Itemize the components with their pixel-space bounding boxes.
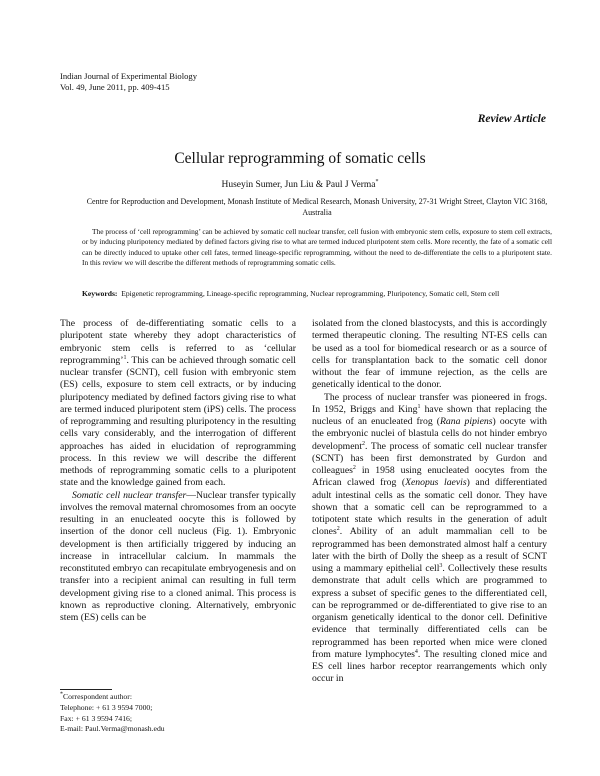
paragraph-intro: The process of de-differentiating somatic cells to a pluripotent state whereby they adopt characteristics of embryonic stem cells is referred to as ‘cellular reprogramming’$^1$. This can be achieved through somatic cell nuclear transfer (SCNT), cell fusion with embryonic stem (ES) cells, exposure to stem cell extracts, or by inducing pluripotency mediated by defined factors giving rise to what are termed induced pluripotent stem (iPS) cells. The process of reprogramming and resulting pluripotency in the resulting cells vary considerably, and the interrogation of different approaches has aided in elucidation of reprogramming process. In this review we will describe the different methods of reprogramming somatic cells to a pluripotent state and the knowledge gained from each. (60, 318, 296, 489)
affiliation: Centre for Reproduction and Development, Monash Institute of Medical Research, Monash University, 27-31 Wright Street, Clayton VIC 3168, Australia (86, 197, 548, 217)
citation: 2 (352, 464, 356, 471)
footnote-email[interactable]: E-mail: Paul.Verma@monash.edu (60, 724, 165, 734)
journal-issue: Vol. 49, June 2011, pp. 409-415 (60, 82, 170, 92)
species-name: Rana pipiens (440, 416, 493, 427)
body-column-left (60, 318, 296, 624)
footnote: *Correspondent author: Telephone: + 61 3 9594 7000; Fax: + 61 3 9594 7416; E-mail: Paul.Verma@monash.edu (60, 691, 165, 734)
footnote-label: Correspondent author: (63, 692, 132, 701)
body-column-right (312, 318, 547, 686)
author-line (0, 180, 600, 190)
authors: Huseyin Sumer, Jun Liu & Paul J Verma (221, 180, 376, 190)
keywords: Keywords: Epigenetic reprogramming, Lineage-specific reprogramming, Nuclear reprogramming, Pluripotency, Somatic cell, Stem cell (82, 289, 500, 298)
keywords-label: Keywords (82, 289, 115, 298)
species-name: Xenopus laevis (405, 477, 467, 489)
citation: 3 (439, 562, 443, 569)
abstract: The process of ‘cell reprogramming’ can be achieved by somatic cell nuclear transfer, cell fusion with embryonic stem cells, exposure to stem cell extracts, or by inducing pluripotency mediated by defined factors giving rise to what are termed induced pluripotent stem cells. More recently, the fate of a somatic cell can be directly induced to uptake other cell fates, termed lineage-specific reprogramming, without the need to de-differentiate the cells to a pluripotent state. In this review we will describe the different methods of reprogramming somatic cells. (82, 227, 552, 267)
keywords-text: Epigenetic reprogramming, Lineage-specific reprogramming, Nuclear reprogramming, Pluripotency, Somatic cell, Stem cell (121, 289, 500, 298)
paragraph-scnt: Somatic cell nuclear transfer—Nuclear transfer typically involves the removal maternal chromosomes from an oocyte resulting in an enucleated oocyte this is followed by insertion of the donor cell nucleus (Fig. 1). Embryonic development is then artificially triggered by inducing an increase in intracellular calcium. In mammals the reconstituted embryo can recapitulate embryogenesis and on transfer into a recipient animal can resulting in full term development giving rise to a cloned animal. This process is known as reproductive cloning. Alternatively, embryonic stem (ES) cells can be (60, 489, 297, 623)
footnote-fax: Fax: + 61 3 9594 7416; (60, 713, 133, 723)
footnote-divider (60, 689, 112, 690)
section-heading: Somatic cell nuclear transfer (72, 489, 187, 501)
footnote-telephone: Telephone: + 61 3 9594 7000; (60, 702, 153, 712)
citation: 2 (362, 440, 366, 447)
paragraph-history: The process of nuclear transfer was pioneered in frogs. In 1952, Briggs and King$^1$ have shown that replacing the nucleus of an enucleated frog (Rana pipiens) oocyte with the embryonic nuclei of blastula cells do not hinder embryo development$^2$. The process of somatic cell nuclear transfer (SCNT) has been first demonstrated by Gurdon and colleagues$^2$ in 1958 using enucleated oocytes from the African clawed frog (Xenopus laevis) and differentiated adult intestinal cells as the somatic cell donor. They have shown that a somatic cell can be reprogrammed to a totipotent state which results in the generation of adult clones$^2$. Ability of an adult mammalian cell to be reprogrammed has been demonstrated almost half a century later with the birth of Dolly the sheep as a result of SCNT using a mammary epithelial cell$^3$. Collectively these results demonstrate that adult cells which are programmed to express a subset of specific genes to the differentiated cell, can be reprogrammed or de-differentiated to give rise to an organism genetically identical to the donor cell. Definitive evidence that terminally differentiated cells can be reprogrammed has been reported when mice were cloned from mature lymphocytes$^4$. The resulting cloned mice and ES cell lines harbor receptor rearrangements which only occur in (312, 391, 547, 685)
corresponding-mark: * (375, 178, 379, 185)
journal-name: Indian Journal of Experimental Biology (60, 71, 197, 81)
citation: 2 (336, 526, 340, 533)
journal-header (60, 71, 197, 93)
article-title: Cellular reprogramming of somatic cells (174, 150, 426, 167)
citation: 4 (414, 648, 418, 655)
paragraph-cloning: isolated from the cloned blastocysts, and this is accordingly termed therapeutic cloning. The resulting NT-ES cells can be used as a tool for biomedical research or as a source of cells for transplantation back to the somatic cell donor without the fear of immune rejection, as the cells are genetically identical to the donor. (312, 318, 547, 391)
citation: 1 (123, 354, 127, 361)
citation: 1 (417, 403, 421, 410)
article-type: Review Article (477, 113, 546, 125)
